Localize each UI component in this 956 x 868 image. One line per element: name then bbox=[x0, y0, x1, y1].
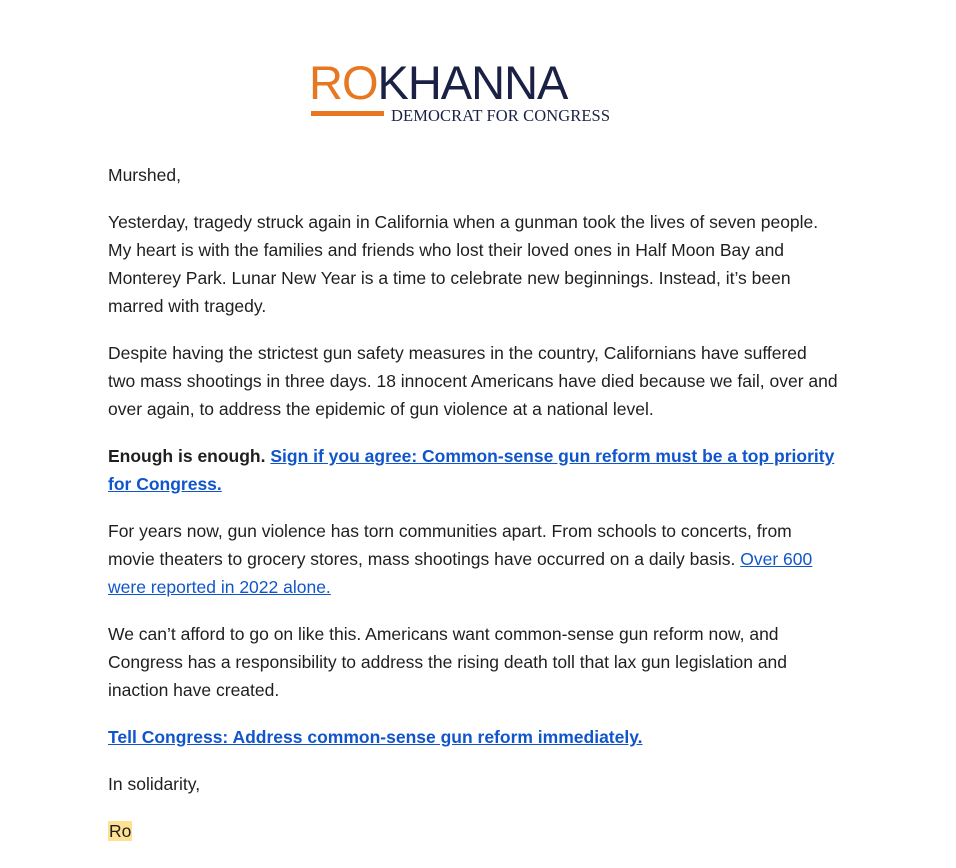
paragraph-afford: We can’t afford to go on like this. Americans want common-sense gun reform now, and Congress has a responsibility to address the rising death toll that lax gun legislation and inaction have created. bbox=[108, 624, 788, 700]
signoff-closing: In solidarity, bbox=[108, 774, 201, 794]
logo-khanna-text: KHANNA bbox=[377, 56, 568, 109]
reported-2022-link[interactable]: Over 600 were reported in 2022 alone. bbox=[108, 549, 813, 597]
logo-wordmark bbox=[309, 56, 567, 110]
paragraph-mass-shootings: Despite having the strictest gun safety measures in the country, Californians have suffered two mass shootings in three days. 18 innocent Americans have died because we fail, over and over again, to address the epidemic of gun violence at a national level. bbox=[108, 343, 838, 419]
paragraph-years-text: For years now, gun violence has torn communities apart. From schools to concerts, from movie theaters to grocery stores, mass shootings have occurred on a daily basis. bbox=[108, 521, 792, 569]
tell-congress-link[interactable]: Tell Congress: Address common-sense gun reform immediately. bbox=[108, 727, 643, 747]
paragraph-tragedy: Yesterday, tragedy struck again in California when a gunman took the lives of seven people. My heart is with the families and friends who lost their loved ones in Half Moon Bay and Monterey Park. Lunar New Year is a time to celebrate new beginnings. Instead, it’s been marred with tragedy. bbox=[108, 212, 819, 316]
paragraph-years bbox=[108, 517, 838, 601]
greeting: Murshed, bbox=[108, 165, 181, 185]
ro-khanna-logo bbox=[309, 56, 625, 128]
sign-petition-link[interactable]: Sign if you agree: Common-sense gun reform must be a top priority for Congress. bbox=[108, 446, 835, 494]
enough-bold-text: Enough is enough. bbox=[108, 446, 266, 466]
paragraph-enough bbox=[108, 442, 838, 498]
logo-underline-bar bbox=[311, 111, 384, 116]
email-content bbox=[108, 161, 838, 864]
logo-ro-text: RO bbox=[309, 56, 378, 109]
signature-name: Ro bbox=[109, 821, 132, 841]
paragraph-tell-congress bbox=[108, 723, 838, 751]
signoff-name-line bbox=[108, 817, 838, 845]
logo-subtitle: DEMOCRAT FOR CONGRESS bbox=[391, 106, 611, 125]
